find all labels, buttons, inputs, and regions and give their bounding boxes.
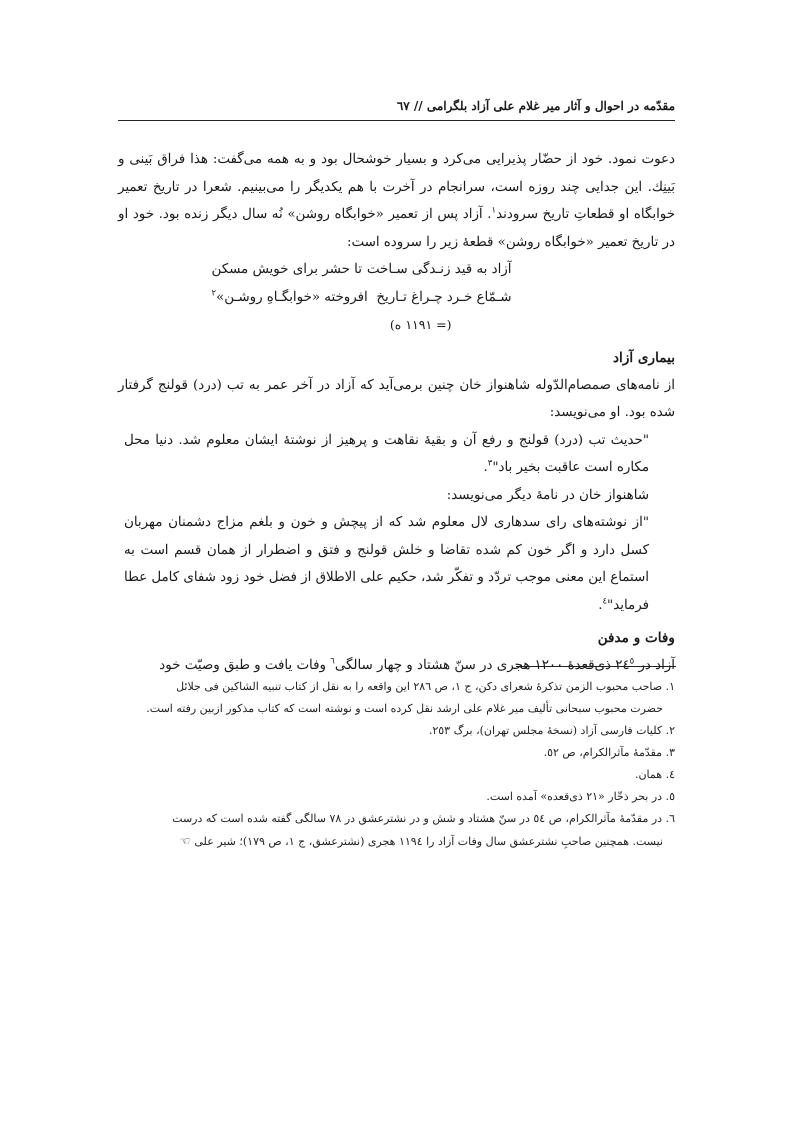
footnote-ref-4[interactable]: ٤	[602, 596, 608, 607]
footnotes	[118, 676, 675, 853]
paragraph-3: شاهنواز خان در نامهٔ دیگر می‌نویسد:	[446, 487, 649, 503]
hemistich-2b: افروخته «خوابگـاهِ روشـن»$^٢$	[211, 288, 368, 305]
footnote-ref-1[interactable]: ١	[491, 205, 497, 216]
verse-line-2	[212, 284, 512, 312]
verse-line-1	[212, 256, 512, 284]
footnote-1: ١. صاحب محبوب الزمن تذکرهٔ شعرای دکن، ج ١، ص ٢٨٦ این واقعه را به نقل از کتاب تنبیه الشاکین فی جلائل حضرت محبوب سبحانی تألیف میر غلام علی ارشد نقل کرده است و نوشته است که کتاب مذکور ازبین رفته است.	[146, 680, 675, 715]
footnote-ref-5[interactable]: ٥	[629, 656, 635, 667]
footnote-4: ٤. همان.	[634, 768, 675, 781]
section-heading-death: وفات و مدفن	[597, 630, 675, 646]
footnote-ref-6[interactable]: ٦	[330, 656, 335, 667]
footnote-ref-3[interactable]: ٣	[487, 458, 493, 469]
paragraph-4: آزاد در $٢٤^٥$ ذی‌قعدهٔ ١٢٠٠ هجری در سنّ هشتاد و چهار سالگی$^٦$ وفات یافت و طبق وصیّت خود	[159, 656, 675, 673]
footnote-3: ٣. مقدّمهٔ مآثرالکرام، ص ٥٢.	[543, 746, 675, 759]
running-header	[118, 96, 675, 121]
running-header-text: مقدّمه در احوال و آثار میر غلام علی آزاد بلگرامی // ٦٧	[396, 99, 675, 113]
paragraph-1: دعوت نمود. خود از حضّار پذیرایی می‌کرد و بسیار خوشحال بود و به همه می‌گفت: هذا فراق بَینی و بَینِك. این جدایی چند روزه است، سرانجام در آخرت با هم یکدیگر را می‌بینیم. شعرا در تاریخ تعمیر خوابگاه او قطعاتِ تاریخ سرودند$^١$. آزاد پس از تعمیر «خوابگاه روشن» نُه سال دیگر زنده بود. خود او در تاریخ تعمیر «خوابگاه روشن» قطعهٔ زیر را سروده است:	[118, 152, 675, 250]
paragraph-2: از نامه‌های صمصام‌الدّوله شاهنواز خان چنین برمی‌آید که آزاد در آخر عمر به تب (درد) قولنج گرفتار شده بود. او می‌نویسد:	[118, 377, 675, 420]
verse-block	[212, 256, 582, 339]
quote-1: "حدیث تب (درد) قولنج و رفع آن و بقیهٔ نقاهت و پرهیز از نوشتهٔ ایشان معلوم شد. دنیا محل مکاره است عاقبت بخیر باد"$^٣$.	[124, 432, 649, 475]
quote-2: "از نوشته‌های رای سدهاری لال معلوم شد که از پیچش و خون و بلغم مزاج دشمنان مهربان کسل دارد و اگر خون کم شده تقاضا و خلش قولنج و فتق و اضطرار از همان قسم است به استماع این معنی موجب تردّد و تفکّر شد، حکیم علی الاطلاق از فضل خود زود شفای کامل عطا فرماید"$^٤$.	[124, 515, 649, 613]
body-text	[118, 146, 675, 680]
hemistich-1b: تا حشر برای خویش مسکن	[211, 262, 362, 277]
section-heading-illness: بیماری آزاد	[613, 349, 675, 366]
hemistich-1a: آزاد به قید زنـدگی سـاخت	[366, 262, 512, 277]
footnote-5: ٥. در بحر ذخّار «٢١ ذی‌قعده» آمده است.	[486, 790, 675, 803]
footnote-separator	[516, 666, 676, 667]
verse-date: (= ١١٩١ ه)	[389, 317, 452, 332]
footnote-2: ٢. کلیات فارسی آزاد (نسخهٔ مجلس تهران)، برگ ٢٥٣.	[428, 724, 675, 737]
footnote-ref-2[interactable]: ٢	[211, 288, 217, 299]
pointing-hand-icon: ☜	[179, 834, 191, 848]
hemistich-2a: شـمّاع خـرد چـراغ تـاریخ	[376, 289, 512, 305]
footnote-6: ٦. در مقدّمهٔ مآثرالکرام، ص ٥٤ در سنّ هشتاد و شش و در نشترعشق در ٧٨ سالگی گفته شده است که درست نیست. همچنین صاحبِ نشترعشق سال وفات آزاد را ١١٩٤ هجری (نشترعشق، ج ١، ص ١٧٩)؛ شیر علی☜	[172, 812, 675, 848]
